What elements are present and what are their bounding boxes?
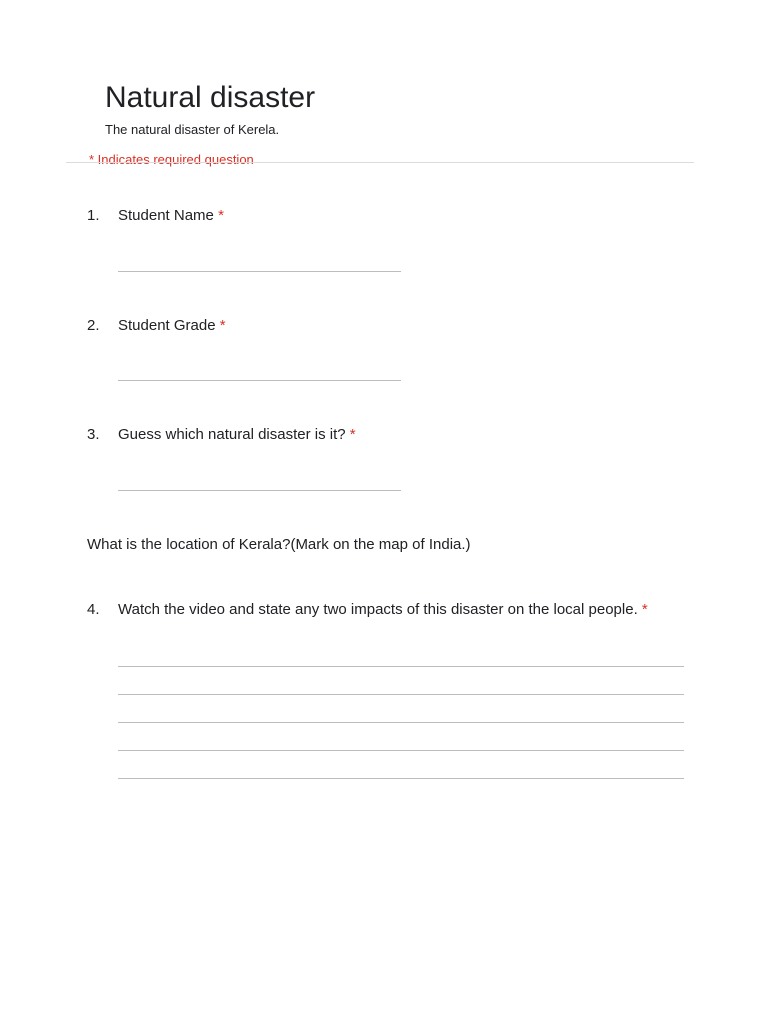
question-number: 3. <box>87 426 100 443</box>
answer-line-impacts-4[interactable] <box>118 750 684 751</box>
answer-field-student-name[interactable] <box>118 271 401 272</box>
required-asterisk: * <box>349 426 356 443</box>
answer-field-disaster-guess[interactable] <box>118 490 401 491</box>
question-text: Watch the video and state any two impacts of this disaster on the local people. * <box>118 601 648 618</box>
question-number: 1. <box>87 207 100 224</box>
form-description: The natural disaster of Kerela. <box>105 122 280 137</box>
answer-field-student-grade[interactable] <box>118 380 401 381</box>
required-note: * Indicates required question <box>89 152 254 167</box>
question-text: Student Grade * <box>118 317 226 334</box>
form-title: Natural disaster <box>105 81 316 114</box>
required-asterisk: * <box>219 317 226 334</box>
answer-line-impacts-3[interactable] <box>118 722 684 723</box>
question-number: 2. <box>87 317 100 334</box>
question-text: Student Name * <box>118 207 224 224</box>
answer-line-impacts-1[interactable] <box>118 666 684 667</box>
header-divider <box>66 162 694 163</box>
required-asterisk: * <box>218 207 224 224</box>
answer-line-impacts-2[interactable] <box>118 694 684 695</box>
required-asterisk: * <box>641 601 648 618</box>
question-text: Guess which natural disaster is it? * <box>118 426 356 443</box>
section-description: What is the location of Kerala?(Mark on the map of India.) <box>87 536 471 553</box>
answer-line-impacts-5[interactable] <box>118 778 684 779</box>
question-number: 4. <box>87 601 100 618</box>
